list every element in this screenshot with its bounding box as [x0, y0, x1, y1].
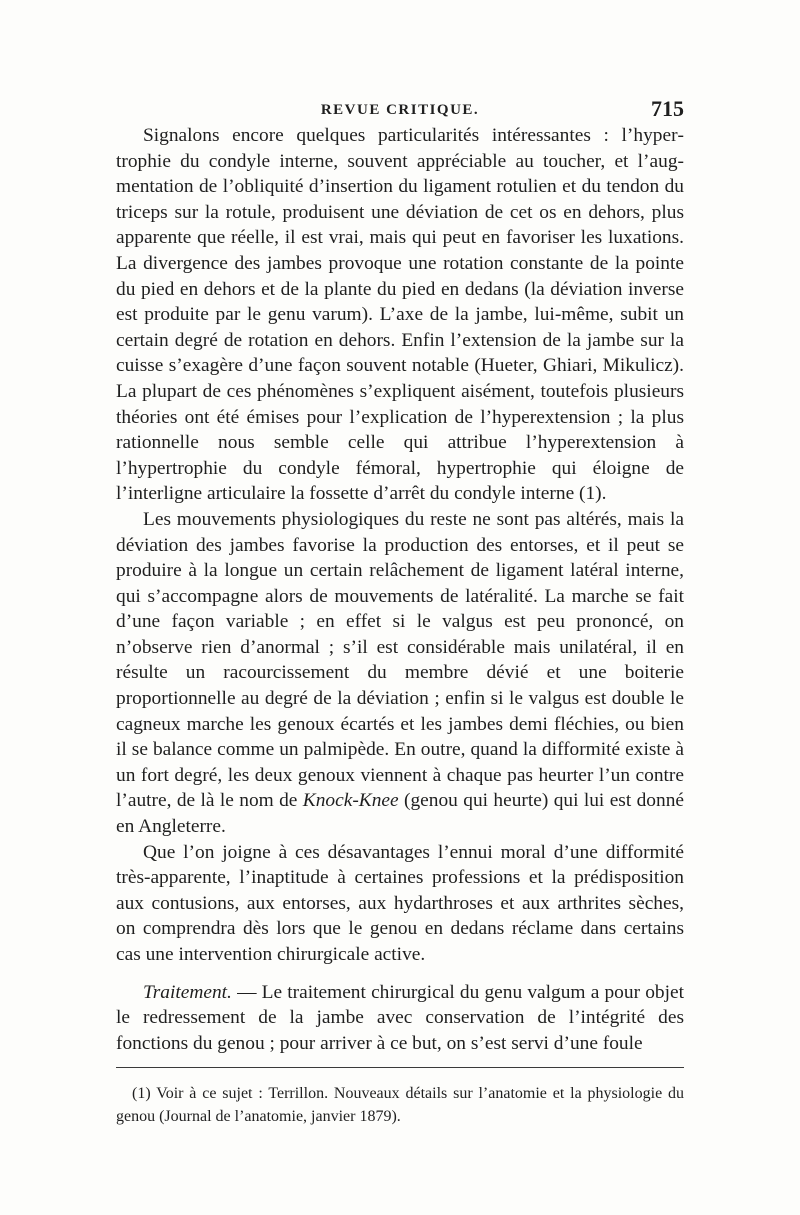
- knock-knee-term: Knock-Knee: [302, 790, 399, 812]
- paragraph-2-text: Les mouvements physiologiques du reste ne sont pas altérés, mais la déviation des jambes favorise la production des entorses, et il peut se produire à la longue un certain relâchement de ligament latéral interne, qui s’accompagne alors de mouvements de latéralité. La marche se fait d’une façon variable ; en effet si le valgus est peu prononcé, on n’observe rien d’anormal ; s’il est considérable mais unilatéral, il en résulte un racourcissement du membre dévié et une boiterie proportionnelle au degré de la déviation ; enfin si le valgus est double le cagneux marche les genoux écartés et les jambes demi fléchies, ou bien il se balance comme un palmipède. En outre, quand la difformité existe à un fort degré, les deux genoux viennent à chaque pas heurter l’un contre l’autre, de là le nom de: [116, 508, 684, 812]
- treatment-paragraph: [116, 980, 684, 1057]
- page-number: 715: [651, 96, 684, 121]
- body-text: [116, 123, 684, 1056]
- footnote-rule: [116, 1067, 684, 1068]
- running-head: [116, 96, 684, 126]
- paragraph-2-tail: (genou qui heurte) qui lui est donné en Angleterre.: [116, 790, 685, 838]
- running-title: REVUE CRITIQUE.: [320, 102, 480, 118]
- treatment-heading: Traitement.: [143, 981, 232, 1003]
- paragraph-2: [116, 507, 684, 840]
- paragraph-3: Que l’on joigne à ces désavantages l’ennui moral d’une difformité très-apparente, l’inaptitude à certaines professions et la prédisposition aux contusions, aux entorses, aux hydarthroses et aux arthrites sèches, on comprendra dès lors que le genou en dedans réclame dans certains cas une intervention chirurgicale active.: [116, 841, 684, 965]
- footnote: (1) Voir à ce sujet : Terrillon. Nouveaux détails sur l’anatomie et la physiologie du genou (Journal de l’anatomie, janvier 1879).: [116, 1085, 684, 1125]
- treatment-text: — Le traitement chirurgical du genu valgum a pour objet le redressement de la jambe avec conservation de l’intégrité des fonctions du genou ; pour arriver à ce but, on s’est servi d’une foule: [116, 981, 684, 1054]
- paragraph-1: Signalons encore quelques particularités intéressantes : l’hypertrophie du condyle interne, souvent appréciable au toucher, et l’augmentation de l’obliquité d’insertion du ligament rotulien et du tendon du triceps sur la rotule, produisent une déviation de cet os en dehors, plus apparente que réelle, il est vrai, mais qui peut en favoriser les luxations. La divergence des jambes provoque une rotation constante de la pointe du pied en dehors et de la plante du pied en dedans (la déviation inverse est produite par le genu varum). L’axe de la jambe, lui-même, subit un certain degré de rotation en dehors. Enfin l’extension de la jambe sur la cuisse s’exagère d’une façon souvent notable (Hueter, Ghiari, Mikulicz). La plupart de ces phénomènes s’expliquent aisément, toutefois plusieurs théories ont été émises pour l’explication de l’hyperextension ; la plus rationnelle nous semble celle qui attribue l’hyperextension à l’hypertrophie du condyle fémoral, hypertrophie qui éloigne de l’interligne articulaire la fossette d’arrêt du condyle interne (1).: [116, 125, 684, 505]
